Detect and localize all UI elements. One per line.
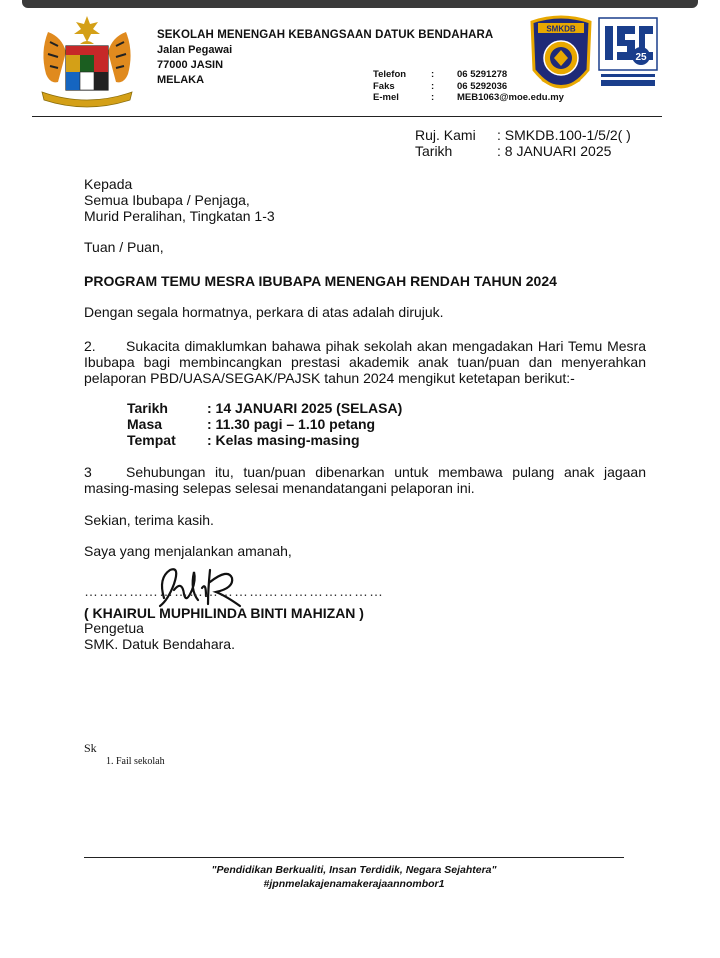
detail-row <box>127 416 402 432</box>
recipient-block <box>84 176 275 224</box>
signature-dots: …………………………………………………… <box>84 583 384 599</box>
footer-hashtag: #jpnmelakajenamakerajaannombor1 <box>263 878 445 890</box>
recipient-line: Kepada <box>84 176 133 192</box>
sign-intro: Saya yang menjalankan amanah, <box>84 543 292 559</box>
phone-value: 06 5291278 <box>457 69 508 80</box>
header-divider <box>32 116 662 117</box>
detail-label: Tarikh <box>127 400 168 416</box>
paragraph-3 <box>84 464 646 496</box>
paragraph-2 <box>84 338 646 386</box>
detail-row <box>127 400 402 416</box>
emblem-number: 25 <box>635 52 647 63</box>
footer-motto: "Pendidikan Berkualiti, Insan Terdidik, Negara Sejahtera" <box>211 864 497 876</box>
date-row <box>415 143 631 159</box>
badge-text: SMKDB <box>546 24 576 34</box>
anniversary-emblem-icon <box>597 16 659 94</box>
address-line: MELAKA <box>157 74 205 86</box>
email-value: MEB1063@moe.edu.my <box>457 92 564 103</box>
contact-label: E-mel <box>373 92 399 103</box>
paragraph-number: 3 <box>84 464 92 480</box>
signatory-name: ( KHAIRUL MUPHILINDA BINTI MAHIZAN ) <box>84 605 364 621</box>
date-value: : 8 JANUARI 2025 <box>497 143 612 159</box>
signatory-title: Pengetua <box>84 620 144 636</box>
contact-label: Telefon <box>373 69 407 80</box>
reference-block <box>415 127 631 159</box>
contact-colon: : <box>431 92 435 103</box>
recipient-line: Semua Ibubapa / Penjaga, <box>84 192 250 208</box>
ref-label: Ruj. Kami <box>415 127 476 143</box>
window-top-bar <box>22 0 698 8</box>
address-line: Jalan Pegawai <box>157 44 233 56</box>
contact-label: Faks <box>373 80 395 92</box>
detail-value: : 11.30 pagi – 1.10 petang <box>207 416 376 432</box>
signatory-org: SMK. Datuk Bendahara. <box>84 636 235 652</box>
paragraph-text: Sehubungan itu, tuan/puan dibenarkan untuk membawa pulang anak jagaan masing-masing selepas selesai menandatangani pelaporan ini. <box>84 464 646 496</box>
malaysia-coat-of-arms-icon <box>32 12 142 112</box>
intro-paragraph: Dengan segala hormatnya, perkara di atas adalah dirujuk. <box>84 304 444 320</box>
fax-value: 06 5292036 <box>457 80 508 92</box>
detail-label: Masa <box>127 416 163 432</box>
school-name: SEKOLAH MENENGAH KEBANGSAAN DATUK BENDAHARA <box>157 29 494 41</box>
footer <box>84 863 624 891</box>
letter-subject: PROGRAM TEMU MESRA IBUBAPA MENENGAH RENDAH TAHUN 2024 <box>84 273 557 289</box>
cc-label: Sk <box>84 741 97 755</box>
contact-colon: : <box>431 69 435 80</box>
reference-row <box>415 127 631 143</box>
closing-text: Sekian, terima kasih. <box>84 512 214 528</box>
paragraph-text: Sukacita dimaklumkan bahawa pihak sekolah akan mengadakan Hari Temu Mesra Ibubapa bagi membincangkan prestasi akademik anak tuan/puan dan menyerahkan pelaporan PBD/UASA/SEGAK/PAJSK tahun 2024 mengikut ketetapan berikut:- <box>84 338 646 386</box>
date-label: Tarikh <box>415 143 453 159</box>
detail-value: : Kelas masing-masing <box>207 432 360 448</box>
school-badge-icon <box>526 14 596 100</box>
recipient-line: Murid Peralihan, Tingkatan 1-3 <box>84 208 275 224</box>
footer-divider <box>84 857 624 858</box>
paragraph-number: 2. <box>84 338 96 354</box>
cc-item: 1. Fail sekolah <box>106 756 165 767</box>
salutation: Tuan / Puan, <box>84 239 164 255</box>
ref-value: : SMKDB.100-1/5/2( ) <box>497 127 631 143</box>
contact-colon: : <box>431 80 435 92</box>
detail-row <box>127 432 402 448</box>
address-line: 77000 JASIN <box>157 59 224 71</box>
detail-label: Tempat <box>127 432 176 448</box>
event-details <box>127 400 402 448</box>
detail-value: : 14 JANUARI 2025 (SELASA) <box>207 400 403 416</box>
